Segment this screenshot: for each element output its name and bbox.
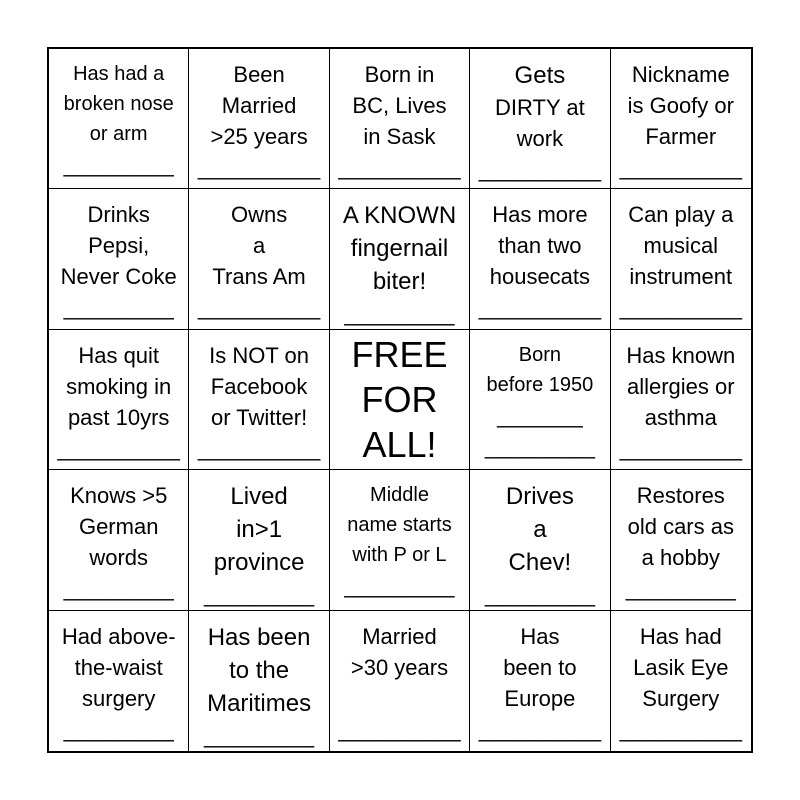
cell-text-line: the-waist [74, 654, 163, 680]
cell-text-line: Is NOT on [209, 342, 310, 368]
cell-text-line: a hobby [641, 545, 720, 571]
signature-blank: __________ [478, 716, 602, 742]
cell-text-line: Knows >5 [70, 483, 168, 509]
cell-text-line: Has known [626, 342, 736, 368]
signature-blank: __________ [478, 157, 602, 182]
cell-text-line: with P or L [352, 544, 447, 567]
cell-text-line: Nickname [631, 62, 730, 87]
signature-blank: _________ [484, 582, 595, 608]
cell-text-line: Been [233, 62, 285, 87]
cell-text-line: Married [362, 623, 437, 649]
cell-text-line [396, 683, 402, 714]
cell-text-line: Facebook [210, 373, 308, 399]
bingo-cell[interactable] [189, 49, 329, 189]
signature-blank: __________ [197, 435, 321, 461]
cell-text-line: words [89, 545, 149, 571]
cell-text-line: Married [221, 93, 297, 118]
cell-text-line: Has more [492, 202, 588, 228]
cell-text-line: Farmer [645, 124, 717, 149]
signature-blank: __________ [619, 716, 742, 742]
cell-text-line: province [213, 549, 305, 577]
cell-text-line: in Sask [363, 124, 436, 149]
cell-text-line: or arm [89, 123, 148, 145]
bingo-cell[interactable] [470, 189, 610, 329]
signature-blank: __________ [478, 295, 602, 321]
free-space-cell[interactable] [330, 330, 470, 470]
cell-text-line: been to [503, 654, 577, 680]
cell-text-line: Surgery [642, 685, 720, 711]
signature-blank: __________ [338, 155, 461, 180]
cell-text-line: smoking in [66, 373, 172, 399]
signature-blank: _________ [63, 576, 174, 602]
bingo-cell[interactable] [189, 611, 329, 751]
cell-text-line: BC, Lives [352, 93, 447, 118]
cell-text-line: housecats [489, 264, 591, 290]
signature-blank: _________ [204, 722, 315, 748]
bingo-board [47, 47, 753, 753]
cell-text-line: old cars as [627, 514, 734, 540]
cell-text-line: fingernail [350, 235, 449, 263]
bingo-cell[interactable] [330, 49, 470, 189]
bingo-cell[interactable] [49, 189, 189, 329]
cell-text-line: Drinks [87, 202, 150, 228]
cell-text-line: Lived [230, 483, 288, 511]
bingo-cell[interactable] [189, 470, 329, 610]
signature-blank: _________ [63, 716, 174, 742]
cell-text-line: Born in [364, 62, 435, 87]
signature-blank: _________ [344, 301, 455, 327]
signature-blank: _________ [484, 433, 595, 459]
signature-blank: _________ [63, 295, 174, 321]
cell-text-line: Has quit [78, 342, 160, 368]
bingo-cell[interactable] [611, 189, 751, 329]
cell-text-line: FREE [351, 333, 448, 375]
signature-blank: _______ [497, 402, 583, 428]
cell-text-line: German [78, 514, 159, 540]
cell-text-line: asthma [644, 404, 717, 430]
bingo-cell[interactable] [49, 49, 189, 189]
bingo-cell[interactable] [189, 189, 329, 329]
bingo-cell[interactable] [470, 49, 610, 189]
cell-text-line: work [516, 126, 564, 151]
bingo-cell[interactable] [611, 611, 751, 751]
cell-text-line: musical [643, 233, 719, 259]
cell-text-line: DIRTY at [495, 95, 585, 120]
signature-blank: _________ [63, 152, 174, 177]
cell-text-line: a [533, 516, 547, 544]
bingo-cell[interactable] [330, 189, 470, 329]
cell-text-line: Has had a [73, 63, 165, 85]
bingo-cell[interactable] [470, 330, 610, 470]
cell-text-line: Has [520, 623, 560, 649]
cell-text-line: to the [229, 656, 290, 684]
bingo-cell[interactable] [49, 611, 189, 751]
cell-text-line: >25 years [210, 124, 308, 149]
cell-text-line: Never Coke [60, 264, 177, 290]
signature-blank: _________ [344, 573, 455, 599]
signature-blank: __________ [338, 716, 461, 742]
cell-text-line: Born [518, 343, 562, 366]
cell-text-line: Has been [207, 623, 311, 651]
signature-blank: _________ [204, 582, 315, 608]
cell-text-line: Trans Am [212, 264, 306, 290]
cell-text-line: past 10yrs [67, 404, 170, 430]
bingo-cell[interactable] [470, 611, 610, 751]
signature-blank: __________ [197, 295, 321, 321]
cell-text-line: Had above- [61, 623, 176, 649]
cell-text-line: ALL! [362, 423, 437, 465]
signature-blank: __________ [619, 155, 742, 180]
cell-text-line: Has had [639, 623, 722, 649]
bingo-cell[interactable] [470, 470, 610, 610]
cell-text-line: Gets [514, 62, 566, 89]
cell-text-line: Drives [505, 483, 574, 511]
cell-text-line: in>1 [236, 516, 283, 544]
signature-blank: _________ [625, 576, 736, 602]
signature-blank: __________ [57, 435, 180, 461]
signature-blank: __________ [619, 295, 742, 321]
bingo-cell[interactable] [611, 470, 751, 610]
cell-text-line: Middle [370, 484, 429, 507]
cell-text-line: before 1950 [486, 373, 594, 396]
bingo-cell[interactable] [189, 330, 329, 470]
cell-text-line: a [252, 233, 266, 259]
cell-text-line: Chev! [508, 549, 572, 577]
bingo-cell[interactable] [330, 611, 470, 751]
bingo-cell[interactable] [611, 330, 751, 470]
cell-text-line: biter! [372, 268, 427, 296]
cell-text-line: broken nose [63, 93, 174, 115]
bingo-cell[interactable] [611, 49, 751, 189]
cell-text-line: FOR [361, 378, 438, 420]
bingo-cell[interactable] [49, 330, 189, 470]
cell-text-line: A KNOWN [342, 202, 457, 230]
cell-text-line: Owns [230, 202, 288, 228]
bingo-cell[interactable] [330, 470, 470, 610]
cell-text-line: is Goofy or [627, 93, 734, 118]
cell-text-line: Pepsi, [88, 233, 150, 259]
cell-text-line: Restores [636, 483, 725, 509]
cell-text-line: Lasik Eye [633, 654, 729, 680]
cell-text-line: >30 years [350, 654, 449, 680]
bingo-cell[interactable] [49, 470, 189, 610]
cell-text-line: surgery [82, 685, 156, 711]
cell-text-line: Europe [504, 685, 576, 711]
cell-text-line: allergies or [626, 373, 735, 399]
cell-text-line: instrument [629, 264, 733, 290]
cell-text-line: Can play a [628, 202, 734, 228]
signature-blank: __________ [619, 435, 742, 461]
cell-text-line: or Twitter! [211, 404, 308, 430]
signature-blank: __________ [197, 155, 321, 180]
cell-text-line: Maritimes [207, 689, 312, 717]
cell-text-line: than two [498, 233, 582, 259]
cell-text-line: name starts [347, 514, 452, 537]
